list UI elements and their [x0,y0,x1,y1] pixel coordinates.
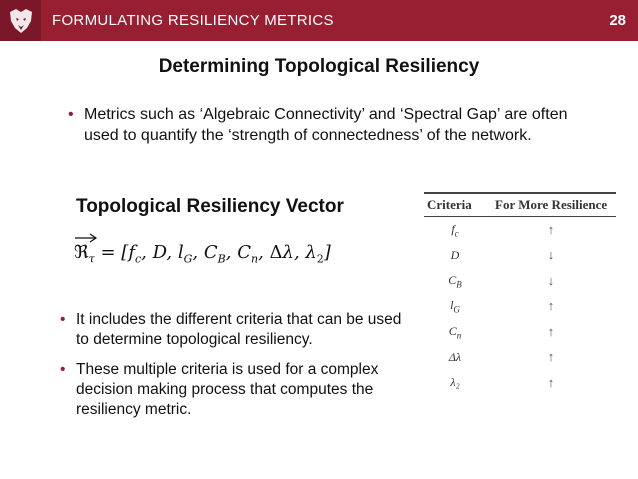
page-number: 28 [609,12,626,29]
slide-header [0,0,638,41]
vector-arrow-icon [74,232,98,244]
resiliency-vector-formula [74,242,331,266]
table-row [424,370,616,396]
table-row [424,294,616,320]
direction-cell: ↑ [547,323,555,339]
table-header [424,197,616,217]
table-row [424,268,616,294]
formula-symbol [74,242,95,266]
header-title: FORMULATING RESILIENCY METRICS [52,12,334,29]
bullet-text: It includes the different criteria that can be used to determine topological resiliency. [76,311,402,348]
bullet-icon: • [68,106,74,123]
direction-cell: ↑ [547,221,555,237]
table-row [424,319,616,345]
direction-cell: ↑ [547,298,555,314]
list-item [60,360,410,420]
formula-rhs: = [$f_c$, D, $l_G$, $C_B$, $C_n$, Δλ, $\lambda_2$] [94,242,331,266]
criteria-cell: D [450,247,460,262]
cougar-head-logo-icon [0,0,41,41]
direction-cell: ↑ [547,374,555,390]
table-row [424,345,616,371]
direction-cell: ↑ [547,349,555,365]
criteria-cell: $C_n$ [448,323,462,340]
criteria-cell: λ₂ [450,375,460,390]
criteria-cell: $l_G$ [450,298,460,315]
criteria-cell: $f_c$ [451,221,459,238]
slide-subtitle: Determining Topological Resiliency [158,56,480,77]
list-item [60,310,410,350]
criteria-cell: $C_B$ [448,272,462,289]
column-header-criteria: Criteria [427,197,472,212]
vector-heading: Topological Resiliency Vector [76,196,344,217]
column-header-resilience: For More Resilience [495,197,608,212]
formula-lhs: ℜ [74,242,89,263]
criteria-cell: Δλ [448,349,462,364]
table-top-rule [424,192,616,194]
table-row [424,217,616,243]
bullet-text: These multiple criteria is used for a complex decision making process that computes the resiliency metric. [76,361,379,418]
bullet-icon: • [60,311,66,328]
intro-bullet [68,104,598,146]
direction-cell: ↓ [547,272,555,288]
intro-bullet-text: Metrics such as ‘Algebraic Connectivity’ and ‘Spectral Gap’ are often used to quantify the ‘strength of connectedness’ of the network. [84,106,568,144]
direction-cell: ↓ [547,247,555,263]
criteria-table [424,192,616,396]
bullet-icon: • [60,361,66,378]
formula-subscript: τ [88,252,95,266]
table-row [424,243,616,269]
bullet-list [60,310,410,430]
